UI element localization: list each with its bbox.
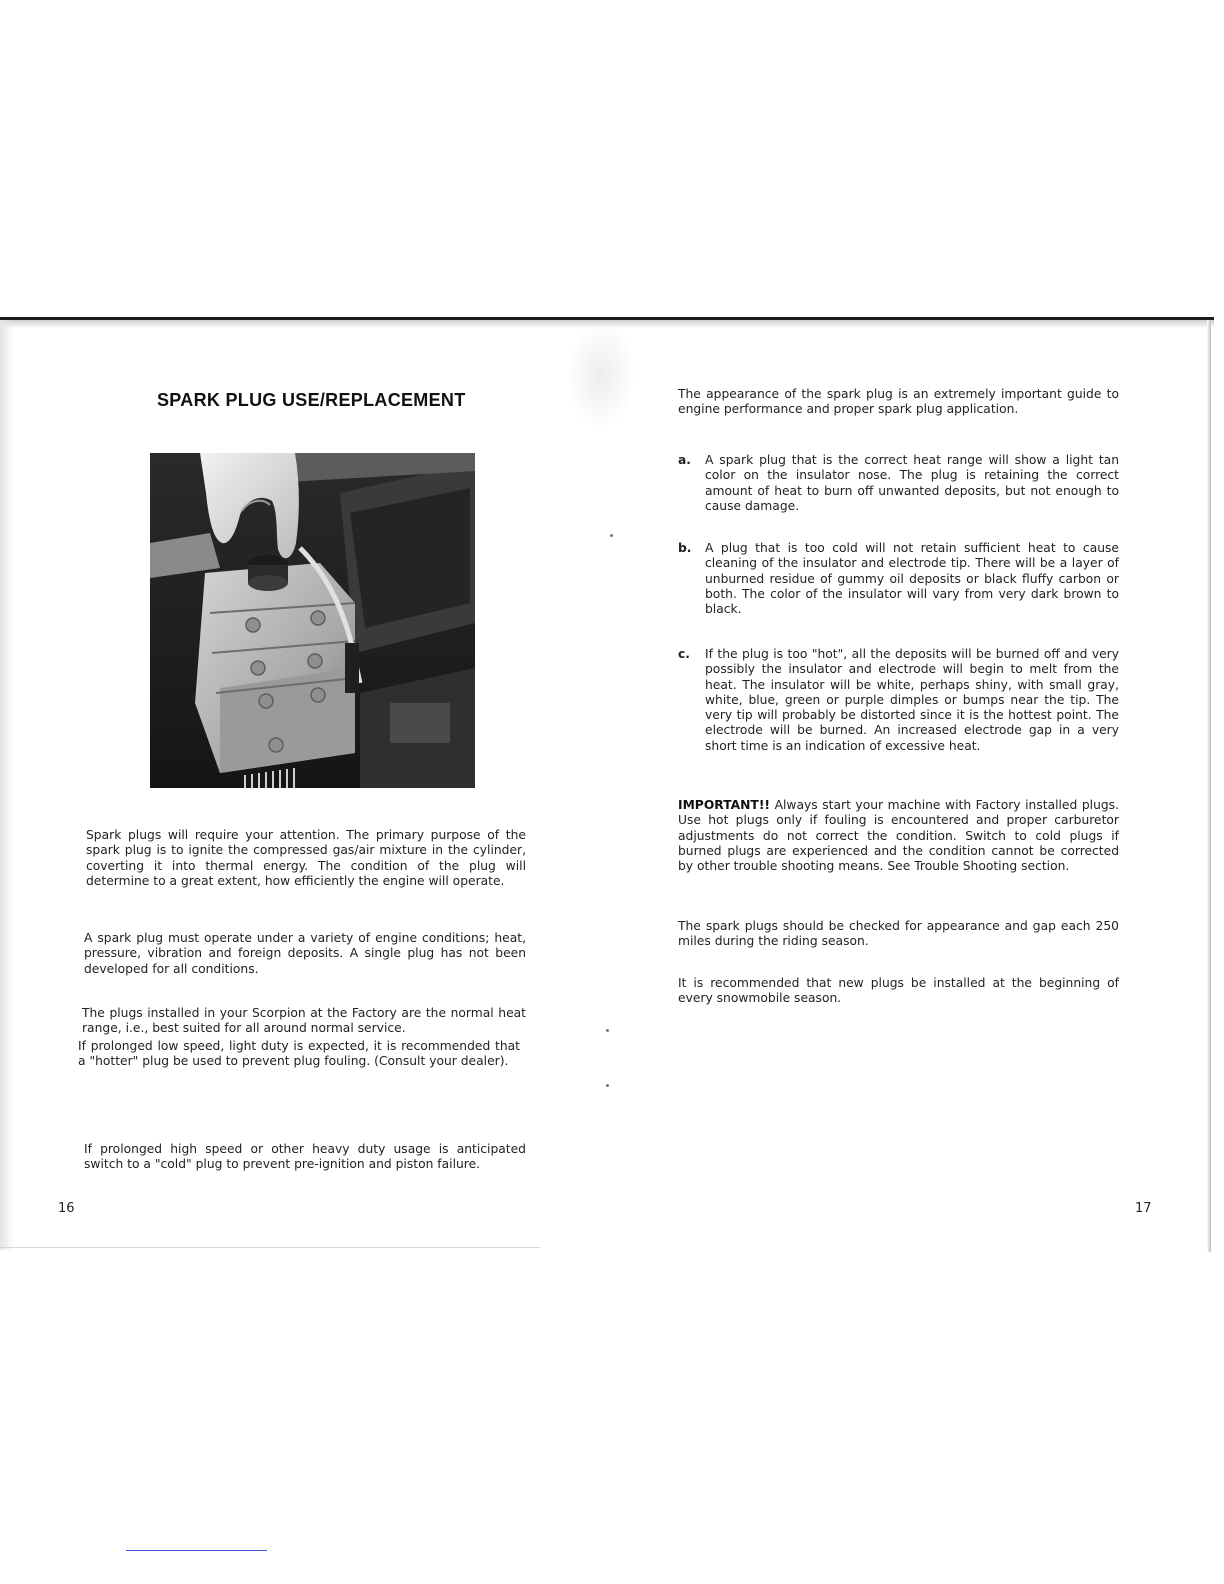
bottom-link-line: [126, 1550, 267, 1551]
list-marker: a.: [678, 453, 691, 467]
paragraph-high-speed: If prolonged high speed or other heavy duty usage is anticipated switch to a "cold" plug to prevent pre-ignition and piston failure.: [84, 1142, 526, 1172]
list-item: [678, 647, 1119, 754]
scan-speck: [606, 1029, 609, 1032]
important-label: IMPORTANT!!: [678, 798, 771, 812]
list-item-text: A plug that is too cold will not retain sufficient heat to cause cleaning of the insulator and electrode tip. There will be a layer of unburned residue of gummy oil deposits or black fluffy carbon or both. The color of the insulator will vary from very dark brown to black.: [705, 541, 1119, 617]
paragraph-primary-purpose: Spark plugs will require your attention. The primary purpose of the spark plug is to ignite the compressed gas/air mixture in the cylinder, coverting it into thermal energy. The condition of the plug will determine to a great extent, how efficiently the engine will operate.: [86, 828, 526, 888]
paragraph-operating-conditions: A spark plug must operate under a variety of engine conditions; heat, pressure, vibration and foreign deposits. A single plug has not been developed for all conditions.: [84, 931, 526, 976]
paragraph-important: [678, 798, 1119, 874]
important-text: Always start your machine with Factory installed plugs. Use hot plugs only if fouling is encountered and proper carburetor adjustments do not correct the condition. Switch to cold plugs if burned plugs are experienced and the condition cannot be corrected by other trouble shooting means. See Trouble Shooting section.: [678, 798, 1119, 874]
scan-right-edge: [1207, 320, 1211, 1252]
paragraph-appearance-intro: The appearance of the spark plug is an extremely important guide to engine performance and proper spark plug application.: [678, 387, 1119, 417]
page-title: SPARK PLUG USE/REPLACEMENT: [157, 390, 466, 410]
page-number-left: 16: [58, 1201, 75, 1216]
list-marker: c.: [678, 647, 690, 661]
list-item: [678, 453, 1119, 514]
paragraph-check-interval: The spark plugs should be checked for appearance and gap each 250 miles during the riding season.: [678, 919, 1119, 949]
gutter-shadow: [566, 320, 636, 430]
scan-speck: [610, 534, 613, 537]
scan-speck: [606, 1084, 609, 1087]
paragraph-low-speed: If prolonged low speed, light duty is expected, it is recommended that a "hotter" plug be used to prevent plug fouling. (Consult your dealer).: [78, 1039, 520, 1069]
paragraph-factory-plugs: The plugs installed in your Scorpion at the Factory are the normal heat range, i.e., best suited for all around normal service.: [82, 1006, 526, 1036]
list-item-text: A spark plug that is the correct heat range will show a light tan color on the insulator nose. The plug is retaining the correct amount of heat to burn off unwanted deposits, but not enough to cause damage.: [705, 453, 1119, 513]
page-number-right: 17: [1135, 1201, 1152, 1216]
paragraph-new-plugs: It is recommended that new plugs be installed at the beginning of every snowmobile season.: [678, 976, 1119, 1006]
bottom-rule: [0, 1247, 540, 1248]
list-item: [678, 541, 1119, 617]
list-item-text: If the plug is too "hot", all the deposits will be burned off and very possibly the insulator and electrode will begin to melt from the heat. The insulator will be white, perhaps shiny, with small gray, white, blue, green or purple dimples or bumps near the tip. The very tip will probably be distorted since it is the hottest point. The electrode will be burned. An increased electrode gap in a very short time is an indication of excessive heat.: [705, 647, 1119, 753]
scan-left-edge: [0, 320, 14, 1250]
engine-spark-plug-photo: [150, 453, 475, 788]
list-marker: b.: [678, 541, 692, 555]
